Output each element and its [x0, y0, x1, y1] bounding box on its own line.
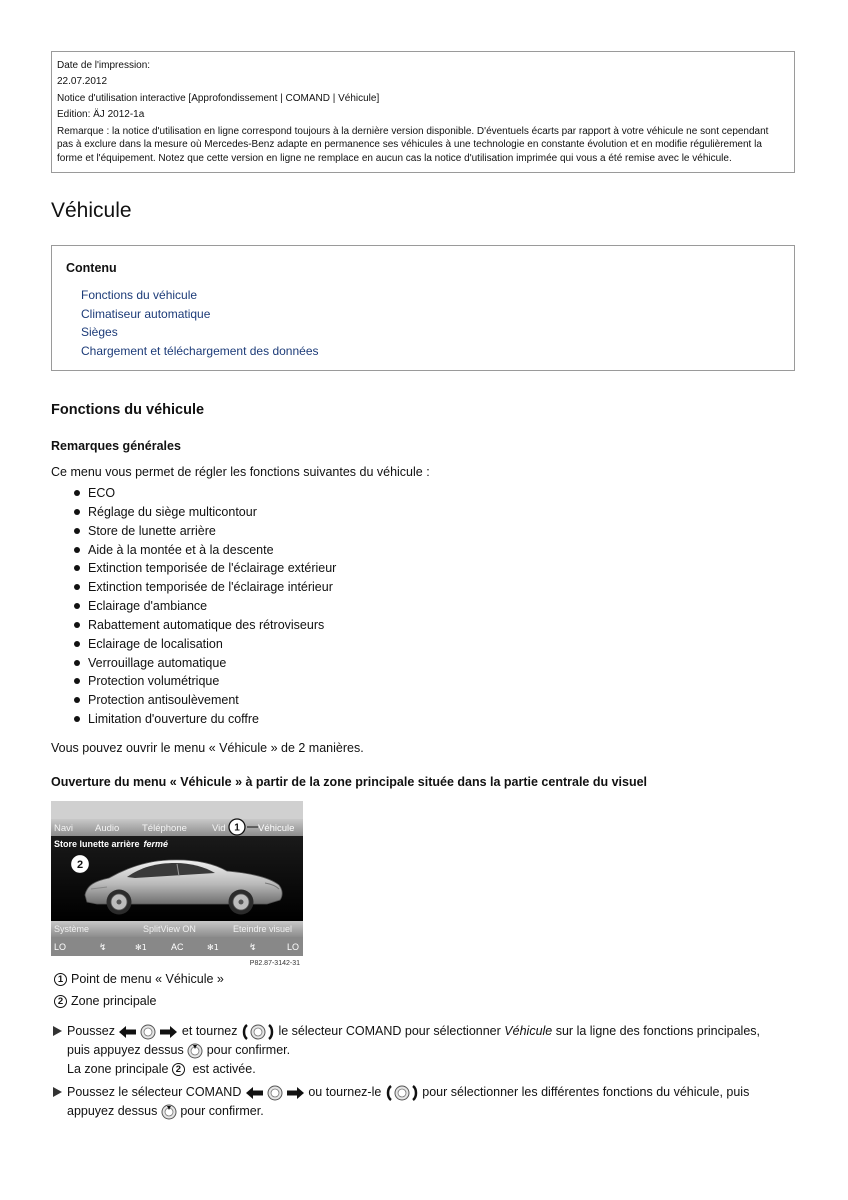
controller-push-left-right-icon	[245, 1085, 305, 1101]
page-title: Véhicule	[51, 199, 132, 222]
legend-item-2	[54, 994, 156, 1008]
contents-heading: Contenu	[66, 261, 117, 275]
callout-2-number: 2	[76, 859, 84, 871]
list-item: Eclairage de localisation	[74, 635, 336, 654]
notice-path: Notice d'utilisation interactive [Approfondissement | COMAND | Véhicule]	[57, 92, 380, 104]
legend-text-2: Zone principale	[71, 994, 157, 1008]
print-date: 22.07.2012	[57, 76, 108, 88]
subsection-heading: Remarques générales	[51, 439, 181, 453]
screen-status	[54, 839, 168, 849]
seat-heat-left-icon: ✻1	[135, 943, 147, 952]
list-item: Protection volumétrique	[74, 672, 336, 691]
section-heading: Fonctions du véhicule	[51, 402, 205, 418]
step-1-emphasis: Véhicule	[504, 1024, 553, 1038]
list-item: Aide à la montée et à la descente	[74, 541, 336, 560]
legend-item-1	[54, 972, 224, 986]
comand-screen-illustration	[51, 801, 303, 967]
step-1-text-b: et tournez	[181, 1024, 238, 1038]
list-item: Protection antisoulèvement	[74, 691, 336, 710]
intro-text: Ce menu vous permet de régler les fonctions suivantes du véhicule :	[51, 465, 430, 479]
step-2-text-b: ou tournez-le	[308, 1085, 382, 1099]
seat-heat-right-icon: ✻1	[207, 943, 219, 952]
list-item: Rabattement automatique des rétroviseurs	[74, 616, 336, 635]
step-1-text-d: sur la ligne des fonctions principales,	[555, 1024, 761, 1038]
screen-menu-video: Vid	[212, 823, 226, 834]
controller-turn-icon	[241, 1024, 275, 1040]
step-1-result-number: 2	[172, 1063, 185, 1076]
print-info-box	[51, 51, 795, 173]
controller-press-icon	[187, 1043, 203, 1059]
toc-link-fonctions[interactable]: Fonctions du véhicule	[81, 288, 198, 302]
toc-link-sieges[interactable]: Sièges	[81, 325, 118, 340]
print-date-label: Date de l'impression:	[57, 60, 151, 71]
screen-status-value: fermé	[143, 839, 169, 849]
screen-bottom-splitview: SplitView ON	[143, 924, 196, 934]
screen-climate-lo-right: LO	[287, 942, 300, 952]
list-item: Réglage du siège multicontour	[74, 503, 336, 522]
function-list	[74, 484, 336, 729]
step-1	[53, 1022, 787, 1079]
figure-reference: P82.87-3142-31	[249, 960, 300, 967]
step-1-text-f: pour confirmer.	[206, 1043, 291, 1057]
list-item: Verrouillage automatique	[74, 654, 336, 673]
screen-menu-navi: Navi	[54, 823, 74, 834]
legend-number-1: 1	[54, 973, 67, 986]
step-1-result-b: est activée.	[192, 1062, 256, 1076]
screen-menu-telephone: Téléphone	[142, 823, 187, 834]
legend-number-2: 2	[54, 995, 67, 1008]
screen-bottom-systeme: Système	[54, 924, 90, 934]
step-1-text-a: Poussez	[67, 1024, 115, 1038]
contents-box	[51, 245, 795, 371]
ways-text: Vous pouvez ouvrir le menu « Véhicule » de 2 manières.	[51, 741, 364, 755]
step-2-text-a: Poussez le sélecteur COMAND	[67, 1085, 242, 1099]
remark-text: Remarque : la notice d'utilisation en ligne correspond toujours à la dernière version disponible. D'éventuels écarts par rapport à votre véhicule ne sont cependant pas à exclure dans la mesure où Mercedes-Benz adapte en permanence ses véhicules à une technologie en constante évolution et en modifie régulièrement la forme et l'équipement. Notez que cette version en ligne ne remplace en aucun cas la notice d'utilisation imprimée qui vous a été remise avec le véhicule.	[57, 125, 769, 164]
edition: Edition: ÄJ 2012-1a	[57, 109, 145, 121]
screen-status-label: Store lunette arrière	[54, 839, 140, 849]
controller-turn-icon	[385, 1085, 419, 1101]
list-item: Extinction temporisée de l'éclairage intérieur	[74, 578, 336, 597]
screen-menu-vehicule: Véhicule	[258, 823, 295, 834]
subsection-heading-2: Ouverture du menu « Véhicule » à partir de la zone principale située dans la partie centrale du visuel	[51, 775, 648, 789]
screen-climate-ac: AC	[171, 942, 184, 952]
list-item: Eclairage d'ambiance	[74, 597, 336, 616]
list-item: ECO	[74, 484, 336, 503]
screen-climate-lo-left: LO	[54, 942, 67, 952]
list-item: Store de lunette arrière	[74, 522, 336, 541]
toc-link-climatiseur[interactable]: Climatiseur automatique	[81, 306, 211, 321]
screen-menu-audio: Audio	[95, 823, 120, 834]
callout-1-number: 1	[234, 822, 240, 834]
screen-bottom-eteindre: Eteindre visuel	[233, 924, 293, 934]
fan-left-icon: ↯	[99, 943, 107, 953]
controller-push-left-right-icon	[118, 1024, 178, 1040]
controller-press-icon	[161, 1104, 177, 1120]
step-2-text-e: pour confirmer.	[180, 1104, 264, 1118]
step-2	[53, 1083, 787, 1121]
step-arrow-icon	[53, 1026, 62, 1036]
list-item: Extinction temporisée de l'éclairage extérieur	[74, 559, 336, 578]
fan-right-icon: ↯	[249, 943, 257, 953]
step-1-text-c: le sélecteur COMAND pour sélectionner	[278, 1024, 501, 1038]
list-item: Limitation d'ouverture du coffre	[74, 710, 336, 729]
contents-list	[81, 286, 319, 361]
step-2-text-c: pour sélectionner les différentes fonctions du véhicule, puis	[422, 1085, 750, 1099]
legend-text-1: Point de menu « Véhicule »	[71, 972, 224, 986]
step-1-result-a: La zone principale	[67, 1062, 169, 1076]
step-2-text-d: appuyez dessus	[67, 1104, 158, 1118]
toc-link-chargement[interactable]: Chargement et téléchargement des données	[81, 344, 319, 359]
step-arrow-icon	[53, 1087, 62, 1097]
step-1-text-e: puis appuyez dessus	[67, 1043, 184, 1057]
